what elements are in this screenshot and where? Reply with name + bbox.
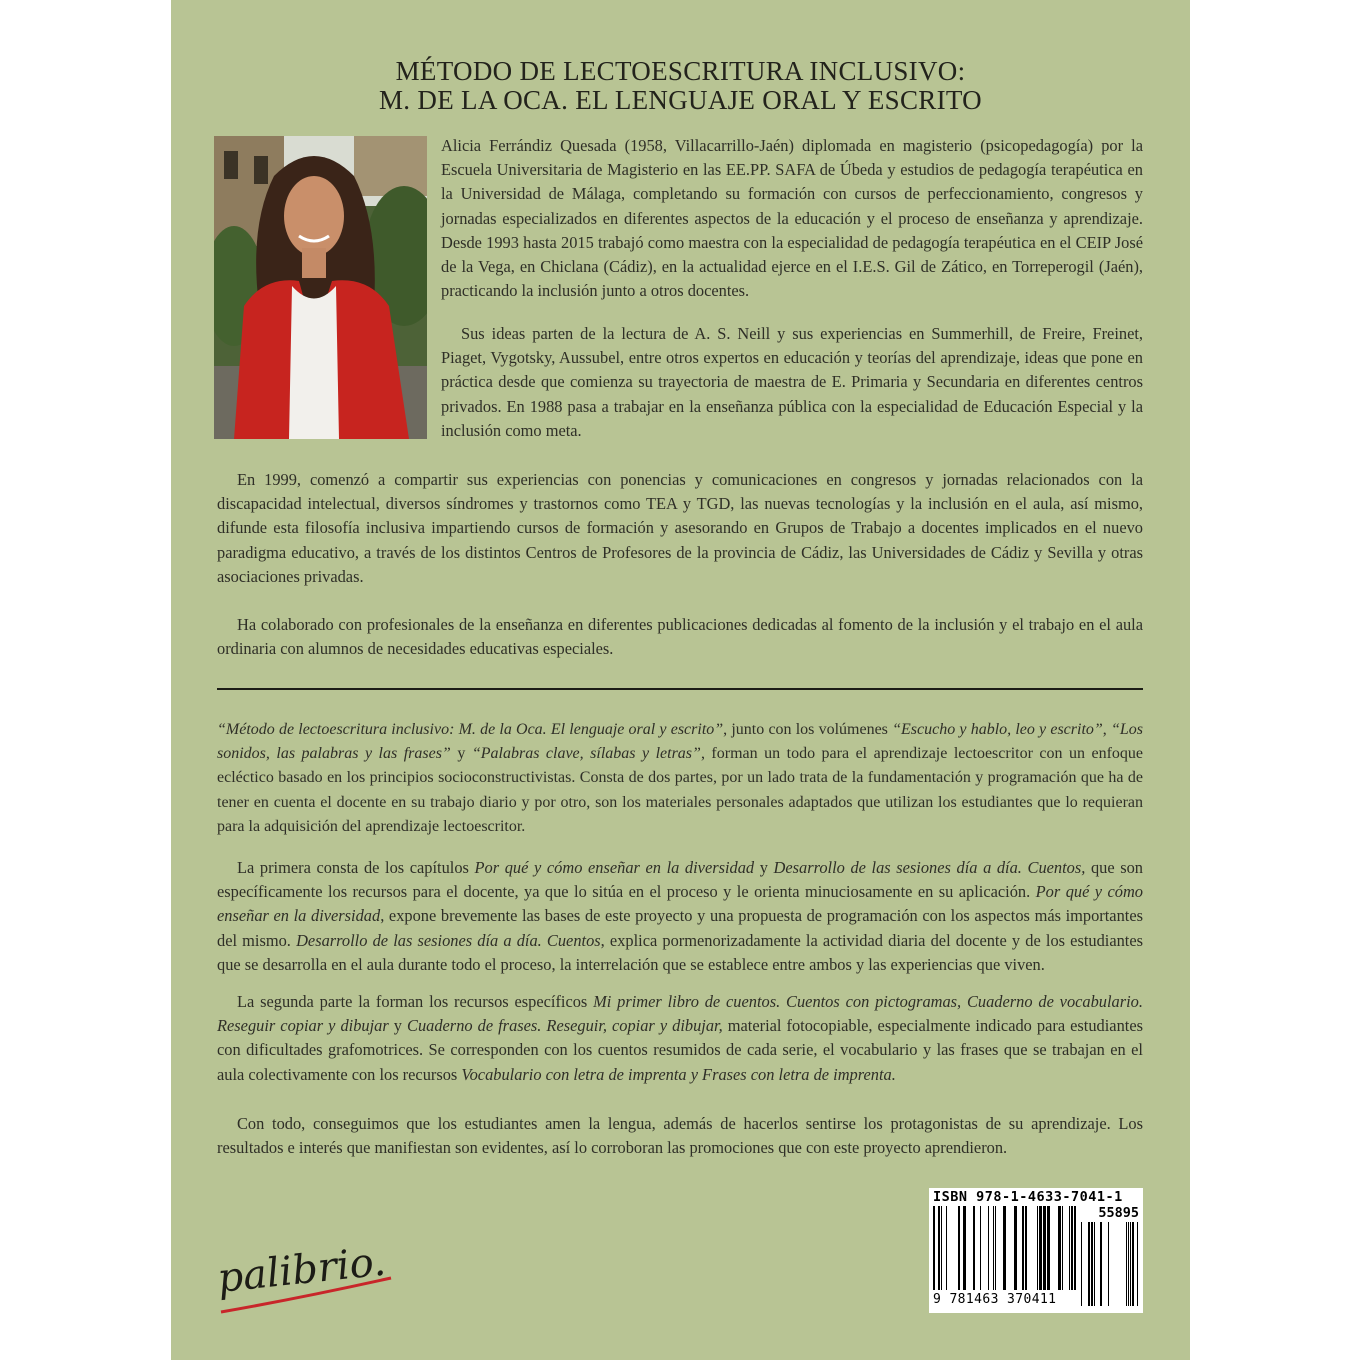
author-bio-paragraph-1: Alicia Ferrándiz Quesada (1958, Villacarrillo-Jaén) diplomada en magisterio (psicopedagogía) por la Escuela Universitaria de Magisterio en las EE.PP. SAFA de Úbeda y estudios de pedagogía terapéutica en la Universidad de Málaga, completando su formación con cursos de perfeccionamiento, congresos y jornadas especializados en diferentes aspectos de la educación y el proceso de enseñanza y aprendizaje. Desde 1993 hasta 2015 trabajó como maestra con la especialidad de pedagogía terapéutica en el CEIP José de la Vega, en Chiclana (Cádiz), en la actualidad ejerce en el I.E.S. Gil de Zático, en Torreperogil (Jaén), practicando la inclusión junto a otros docentes.	[441, 136, 1143, 301]
book-title-line-2: M. DE LA OCA. EL LENGUAJE ORAL Y ESCRITO	[379, 85, 982, 115]
author-bio-paragraph-4: Ha colaborado con profesionales de la enseñanza en diferentes publicaciones dedicadas al fomento de la inclusión y el trabajo en el aula ordinaria con alumnos de necesidades educativas especiales.	[217, 615, 1143, 659]
description-paragraph-3: La segunda parte la forman los recursos específicos Mi primer libro de cuentos. Cuentos con pictogramas, Cuaderno de vocabulario. Reseguir copiar y dibujar y Cuaderno de frases. Reseguir, copiar y dibujar, material fotocopiable, especialmente indicado para estudiantes con dificultades grafomotrices. Se corresponden con los cuentos resumidos de cada serie, el vocabulario y las frases que se trabajan en el aula colectivamente con los recursos Vocabulario con letra de imprenta y Frases con letra de imprenta.	[217, 992, 1143, 1084]
publisher-logo-text: palibrio.	[215, 1240, 388, 1302]
publisher-logo	[211, 1240, 401, 1320]
price-code: 55895	[1098, 1205, 1139, 1221]
isbn-barcode	[929, 1188, 1143, 1313]
description-paragraph-4: Con todo, conseguimos que los estudiantes amen la lengua, además de hacerlos sentirse los protagonistas de su aprendizaje. Los resultados e interés que manifiestan son evidentes, así lo corroboran las promociones que con este proyecto aprendieron.	[217, 1114, 1143, 1158]
description-paragraph-1: “Método de lectoescritura inclusivo: M. de la Oca. El lenguaje oral y escrito”, junto con los volúmenes “Escucho y hablo, leo y escrito”, “Los sonidos, las palabras y las frases” y “Palabras clave, sílabas y letras”, forman un todo para el aprendizaje lectoescritor con un enfoque ecléctico basado en los principios socioconstructivistas. Consta de dos partes, por un lado trata de la fundamentación y programación que ha de tener en cuenta el docente en su trabajo diario y por otro, son los materiales personales adaptados que utilizan los estudiantes que lo requieran para la adquisición del aprendizaje lectoescritor.	[217, 721, 1144, 835]
section-divider	[217, 688, 1143, 690]
author-photo	[214, 136, 427, 439]
author-bio-paragraph-2: Sus ideas parten de la lectura de A. S. Neill y sus experiencias en Summerhill, de Freire, Freinet, Piaget, Vygotsky, Aussubel, entre otros expertos en educación y teorías del aprendizaje, ideas que pone en práctica desde que comienza su trayectoria de maestra de E. Primaria y Secundaria en diferentes centros privados. En 1988 pasa a trabajar en la enseñanza pública con la especialidad de Educación Especial y la inclusión como meta.	[441, 324, 1143, 440]
back-cover	[171, 0, 1190, 1360]
description-paragraph-2: La primera consta de los capítulos Por qué y cómo enseñar en la diversidad y Desarrollo de las sesiones día a día. Cuentos, que son específicamente los recursos para el docente, ya que lo sitúa en el proceso y le orienta minuciosamente en su aplicación. Por qué y cómo enseñar en la diversidad, expone brevemente las bases de este proyecto y una propuesta de programación con los aspectos más importantes del mismo. Desarrollo de las sesiones día a día. Cuentos, explica pormenorizadamente la actividad diaria del docente y de los estudiantes que se desarrolla en el aula durante todo el proceso, la interrelación que se establece entre ambos y las experiencias que viven.	[217, 858, 1144, 974]
isbn-number: ISBN 978-1-4633-7041-1	[933, 1189, 1123, 1205]
author-bio-paragraph-3: En 1999, comenzó a compartir sus experiencias con ponencias y comunicaciones en congresos y jornadas relacionados con la discapacidad intelectual, diversos síndromes y trastornos como TEA y TGD, las nuevas tecnologías y la inclusión en el aula, así mismo, difunde esta filosofía inclusiva impartiendo cursos de formación y asesorando en Grupos de Trabajo a docentes implicados en el nuevo paradigma educativo, a través de los distintos Centros de Profesores de la provincia de Cádiz, las Universidades de Cádiz y Sevilla y otras asociaciones privadas.	[217, 470, 1143, 586]
book-title-line-1: MÉTODO DE LECTOESCRITURA INCLUSIVO:	[395, 56, 966, 86]
ean-digits: 9 781463 370411	[933, 1292, 1057, 1307]
